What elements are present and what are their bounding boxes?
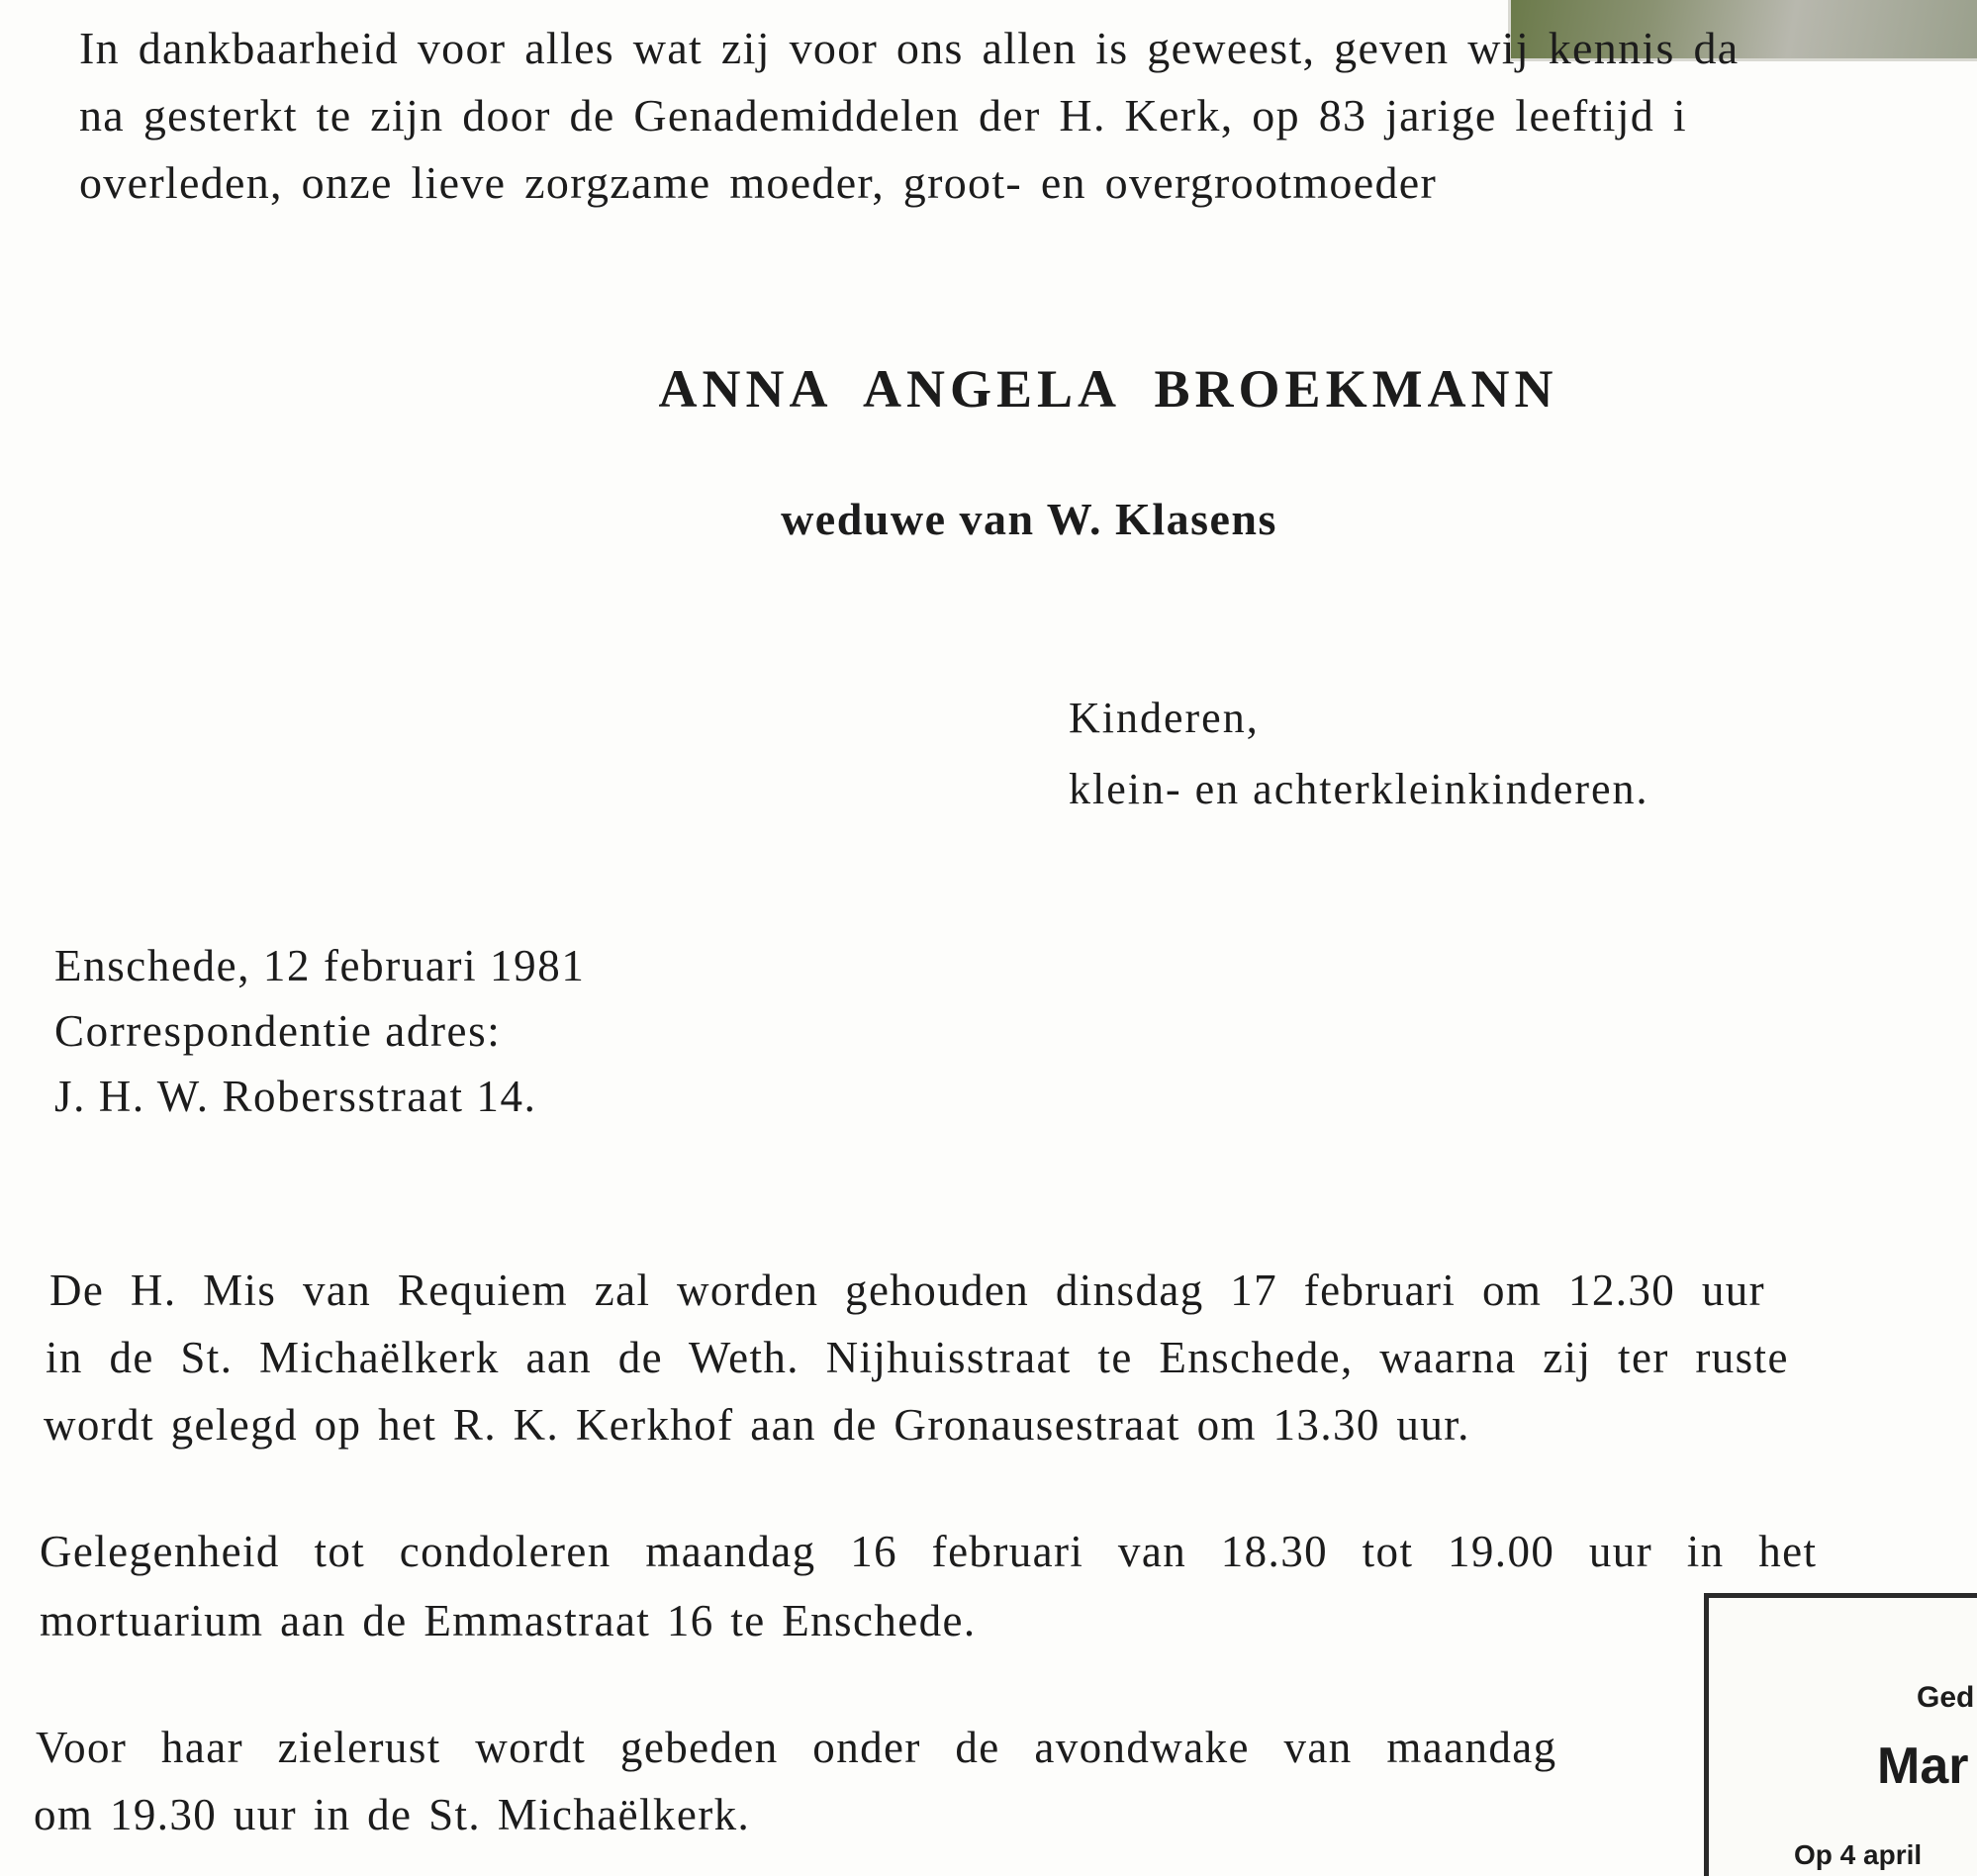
mass-line-1: De H. Mis van Requiem zal worden gehouden dinsdag 17 februari om 12.30 uur: [49, 1266, 1766, 1315]
inset-memorial-card: [1704, 1593, 1977, 1876]
intro-line-1: In dankbaarheid voor alles wat zij voor ons allen is geweest, geven wij kennis da: [79, 23, 1740, 73]
mass-line-2: in de St. Michaëlkerk aan de Weth. Nijhuisstraat te Enschede, waarna zij ter ruste: [46, 1333, 1789, 1382]
correspondence-address: J. H. W. Robersstraat 14.: [54, 1072, 537, 1121]
inset-card-line-2: Mar: [1877, 1737, 1969, 1795]
correspondence-label: Correspondentie adres:: [54, 1006, 502, 1056]
inset-card-line-3: Op 4 april: [1794, 1839, 1923, 1870]
place-date: Enschede, 12 februari 1981: [54, 941, 586, 990]
family-line-2: klein- en achterkleinkinderen.: [1069, 765, 1649, 813]
intro-line-2: na gesterkt te zijn door de Genademiddelen der H. Kerk, op 83 jarige leeftijd i: [79, 90, 1687, 141]
prayer-line-1: Voor haar zielerust wordt gebeden onder de avondwake van maandag: [36, 1723, 1557, 1772]
condolence-line-2: mortuarium aan de Emmastraat 16 te Enschede.: [40, 1596, 977, 1645]
mass-line-3: wordt gelegd op het R. K. Kerkhof aan de Gronausestraat om 13.30 uur.: [44, 1400, 1470, 1450]
widow-of: weduwe van W. Klasens: [781, 494, 1277, 544]
intro-line-3: overleden, onze lieve zorgzame moeder, groot- en overgrootmoeder: [79, 157, 1438, 208]
prayer-line-2: om 19.30 uur in de St. Michaëlkerk.: [34, 1790, 751, 1839]
inset-card-line-1: Ged: [1917, 1681, 1975, 1714]
family-line-1: Kinderen,: [1069, 694, 1260, 742]
deceased-name: ANNA ANGELA BROEKMANN: [658, 359, 1558, 419]
condolence-line-1: Gelegenheid tot condoleren maandag 16 februari van 18.30 tot 19.00 uur in het: [40, 1527, 1818, 1576]
